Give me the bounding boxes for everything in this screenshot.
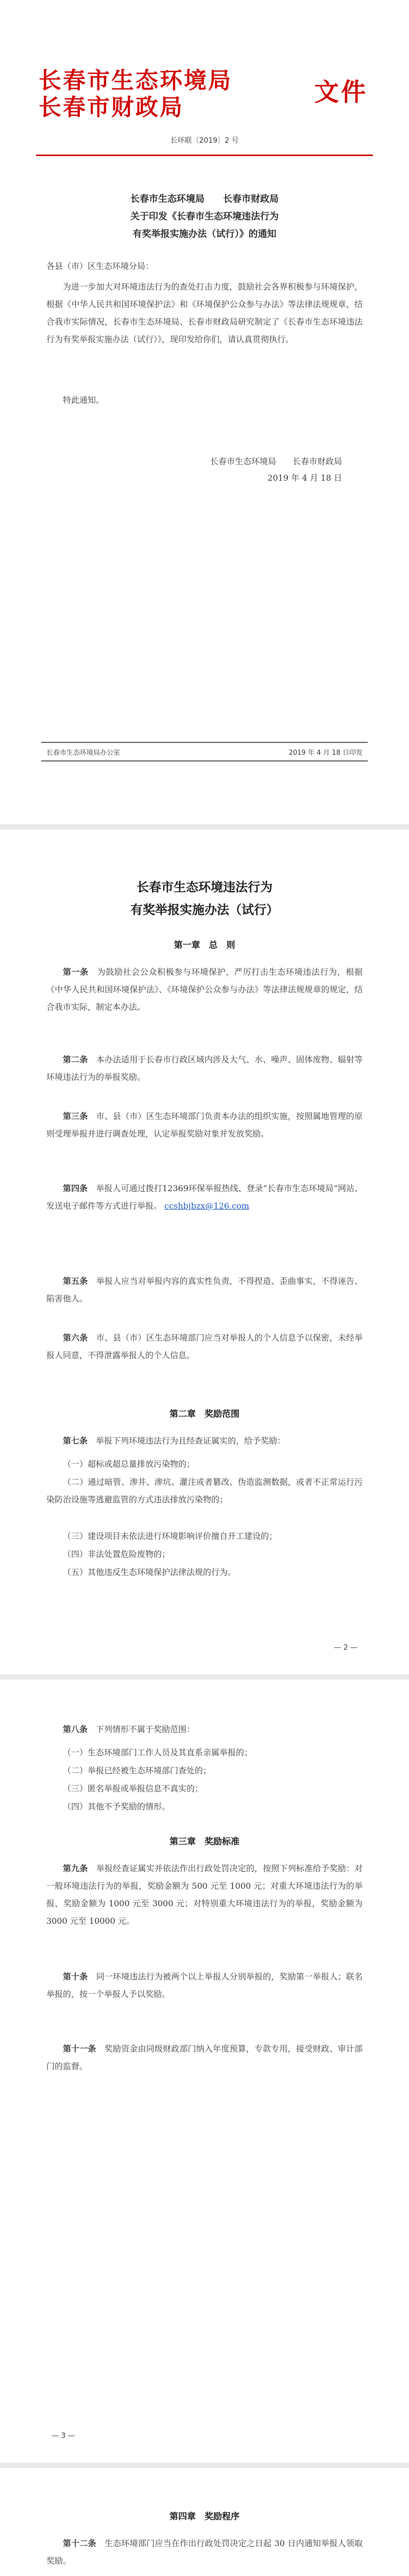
article-6-label: 第六条 — [63, 1333, 88, 1343]
list-item: （四）其他不予奖励的情形。 — [63, 1802, 171, 1811]
article-9-label: 第九条 — [63, 1863, 88, 1873]
page-2 — [0, 829, 409, 1674]
article-8-label: 第八条 — [63, 1724, 88, 1734]
page-number: — 3 — — [52, 2432, 75, 2440]
list-item: （三）建设项目未依法进行环境影响评价擅自开工建设的； — [63, 1531, 278, 1541]
footer-rule-top — [41, 742, 368, 743]
document-number: 长环联〔2019〕2 号 — [170, 137, 239, 145]
report-email-link[interactable]: ccshbjbzx@126.com — [164, 1201, 249, 1211]
signature-issuers: 长春市生态环境局 长春市财政局 — [210, 456, 342, 466]
measures-title-line2: 有奖举报实施办法（试行） — [130, 903, 279, 917]
footer-date: 2019 年 4 月 18 日印发 — [288, 749, 363, 757]
article-6-text: 市、县（市）区生态环境部门应当对举报人的个人信息予以保密，未经举报人同意，不得泄露举报人的个人信息。 — [46, 1333, 363, 1360]
notice-title-line1: 关于印发《长春市生态环境违法行为 — [130, 211, 279, 222]
signature-date: 2019 年 4 月 18 日 — [267, 473, 342, 483]
notice-title — [0, 191, 409, 243]
notice-issuers: 长春市生态环境局 长春市财政局 — [130, 194, 279, 205]
list-item: （三）匿名举报或举报信息不真实的； — [63, 1784, 203, 1793]
notice-title-line2: 有奖举报实施办法（试行）》的通知 — [132, 229, 277, 240]
page-1 — [0, 0, 409, 824]
notice-closing: 特此通知。 — [63, 395, 105, 405]
article-10-label: 第十条 — [63, 1972, 88, 1981]
page-3 — [0, 1680, 409, 2463]
issuer-header-line1: 长春市生态环境局 — [39, 67, 232, 94]
footer-rule-bottom — [41, 760, 368, 761]
measures-title-line1: 长春市生态环境违法行为 — [137, 880, 272, 894]
article-10-text: 同一环境违法行为被两个以上举报人分别举报的，奖励第一举报人；联名举报的，按一个举报人予以奖励。 — [46, 1972, 363, 1999]
article-8 — [46, 1721, 363, 1738]
chapter-4-heading: 第四章 奖励程序 — [169, 2512, 240, 2522]
article-8-text: 下列情形不属于奖励范围： — [96, 1724, 195, 1734]
page-separator — [0, 2463, 409, 2468]
article-4 — [46, 1180, 363, 1215]
article-11 — [46, 2040, 363, 2075]
article-4-label: 第四条 — [63, 1183, 88, 1193]
article-4-text: 举报人可通过拨打12369环保举报热线、登录“长春市生态环境局”网站、发送电子邮件等方式进行举报。 — [46, 1183, 363, 1211]
list-item: （二）举报已经被生态环境部门查处的； — [63, 1766, 212, 1775]
issuer-header-suffix: 文件 — [314, 78, 368, 107]
article-2 — [46, 1051, 363, 1086]
article-5 — [46, 1273, 363, 1308]
notice-recipients: 各县（市）区生态环境分局： — [46, 261, 154, 271]
article-12-text: 生态环境部门应当在作出行政处罚决定之日起 30 日内通知举报人领取奖励。 — [46, 2538, 363, 2566]
red-divider — [36, 155, 373, 156]
page-4 — [0, 2468, 409, 2576]
article-9 — [46, 1860, 363, 1930]
footer-office: 长春市生态环境局办公室 — [46, 749, 121, 757]
article-1-label: 第一条 — [63, 967, 89, 977]
signature-block — [210, 453, 342, 486]
article-7-text: 举报下列环境违法行为且经查证属实的，给予奖励： — [96, 1436, 286, 1446]
article-5-label: 第五条 — [63, 1276, 88, 1286]
issuer-header-line2: 长春市财政局 — [39, 94, 184, 121]
list-item: （四）非法处置危险废物的； — [63, 1549, 171, 1559]
article-2-label: 第二条 — [63, 1055, 88, 1064]
article-11-label: 第十一条 — [63, 2044, 96, 2054]
list-item: （一）超标或超总量排放污染物的； — [63, 1459, 195, 1469]
article-1-text: 为鼓励社会公众积极参与环境保护，严厉打击生态环境违法行为，根据《中华人民共和国环境保护法》、《环境保护公众参与办法》等法律法规规章的规定，结合我市实际，制定本办法。 — [46, 967, 363, 1012]
article-5-text: 举报人应当对举报内容的真实性负责，不得捏造、歪曲事实，不得诬告、陷害他人。 — [46, 1276, 363, 1303]
article-3-text: 市、县（市）区生态环境部门负责本办法的组织实施，按照属地管理的原则受理举报并进行调查处理，认定举报奖励对象并发放奖励。 — [46, 1111, 363, 1139]
article-6 — [46, 1329, 363, 1364]
article-1 — [46, 963, 363, 1016]
page-number: — 2 — — [334, 1643, 357, 1652]
page-separator — [0, 824, 409, 829]
list-item: （五）其他违反生态环境保护法律法规的行为。 — [63, 1567, 236, 1577]
chapter-1-heading: 第一章 总 则 — [174, 940, 235, 951]
article-3 — [46, 1108, 363, 1143]
chapter-2-heading: 第二章 奖励范围 — [169, 1409, 240, 1419]
page-separator — [0, 1674, 409, 1680]
article-9-text: 举报经查证属实并依法作出行政处罚决定的，按照下列标准给予奖励：对一般环境违法行为的举报，奖励金额为 500 元至 1000 元；对重大环境违法行为的举报，奖励金额为 1000 元至 3000 元；对特别重大环境违法行为的举报，奖励金额为 3000 元至 10000 元。 — [46, 1863, 363, 1926]
article-7 — [46, 1432, 363, 1450]
article-10 — [46, 1968, 363, 2003]
article-12 — [46, 2535, 363, 2570]
list-item: （二）通过暗管、渗井、渗坑、灌注或者篡改、伪造监测数据，或者不正常运行污染防治设施等逃避监管的方式违法排放污染物的； — [46, 1477, 363, 1504]
list-item: （一）生态环境部门工作人员及其直系亲属举报的； — [63, 1748, 253, 1757]
article-11-text: 奖励资金由同级财政部门纳入年度预算，专款专用，接受财政、审计部门的监督。 — [46, 2044, 363, 2071]
article-7-label: 第七条 — [63, 1436, 88, 1446]
chapter-3-heading: 第三章 奖励标准 — [169, 1837, 240, 1847]
article-3-label: 第三条 — [63, 1111, 88, 1121]
measures-title — [0, 876, 409, 921]
article-2-text: 本办法适用于长春市行政区域内涉及大气、水、噪声、固体废物、辐射等环境违法行为的举报奖励。 — [46, 1055, 363, 1082]
notice-body: 为进一步加大对环境违法行为的查处打击力度，鼓励社会各界积极参与环境保护，根据《中华人民共和国环境保护法》和《环境保护公众参与办法》等法律法规规章，结合我市实际情况，长春市生态环境局、长春市财政局研究制定了《长春市生态环境违法行为有奖举报实施办法（试行）》，现印发给你们，请认真贯彻执行。 — [46, 282, 363, 344]
article-12-label: 第十二条 — [63, 2538, 96, 2548]
